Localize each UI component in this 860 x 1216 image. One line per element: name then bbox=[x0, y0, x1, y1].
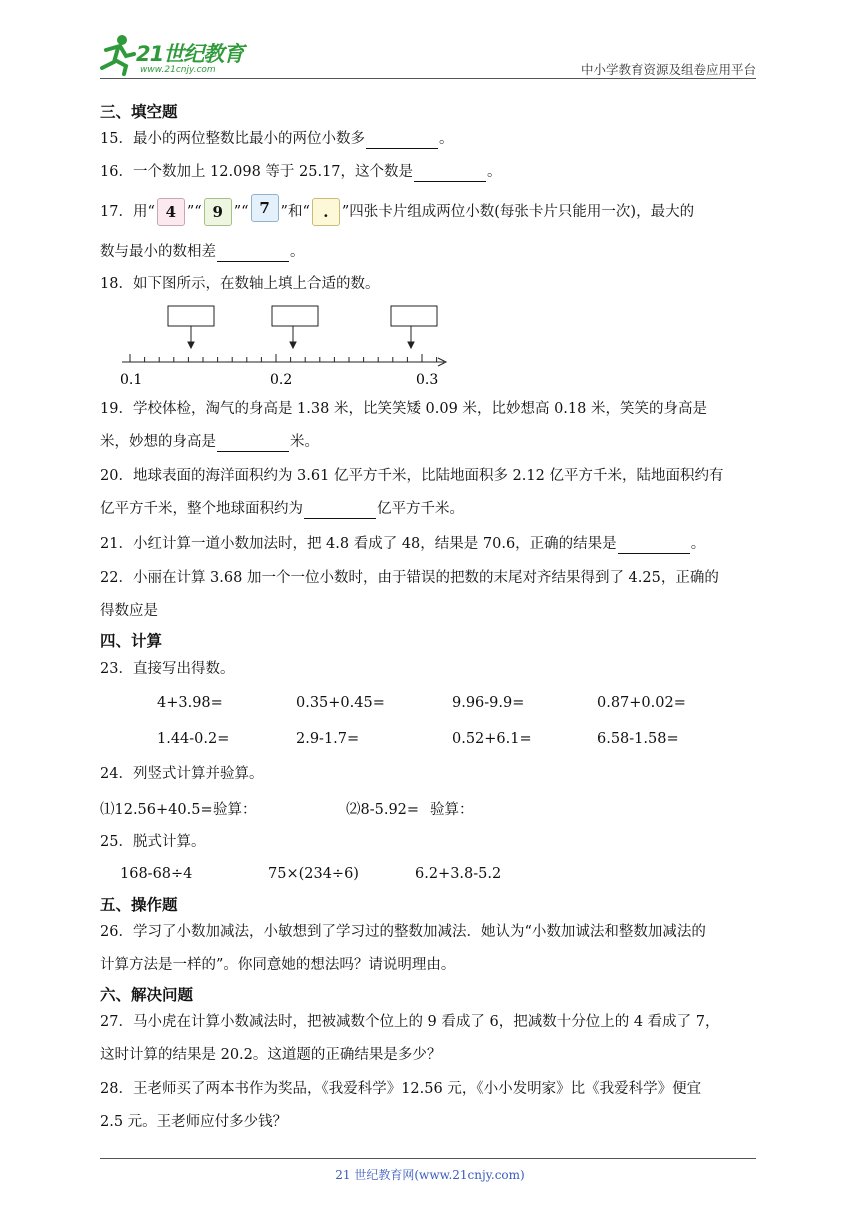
section-title-calculation: 四、计算 bbox=[100, 632, 163, 650]
question-21 bbox=[100, 534, 705, 554]
logo-main-text: 21世纪教育 bbox=[136, 42, 244, 66]
site-logo bbox=[96, 34, 266, 80]
axis bbox=[122, 358, 446, 366]
card-dot: . bbox=[312, 198, 340, 226]
question-27-line2 bbox=[100, 1045, 441, 1065]
question-27 bbox=[100, 1012, 720, 1032]
step-calc-item: 168-68÷4 bbox=[120, 866, 193, 882]
question-text: 2.5 元。王老师应付多少钱？ bbox=[100, 1114, 288, 1130]
question-text: 18．如下图所示，在数轴上填上合适的数。 bbox=[100, 276, 380, 292]
question-19-line2 bbox=[100, 432, 319, 452]
section-title-problem-solving: 六、解决问题 bbox=[100, 986, 194, 1004]
quote-sep: ”和“ bbox=[280, 204, 310, 220]
calc-item: 2.9-1.7= bbox=[296, 731, 360, 747]
question-text: ”四张卡片组成两位小数(每张卡片只能用一次)，最大的 bbox=[341, 204, 695, 220]
logo-sub-text: www.21cnjy.com bbox=[140, 65, 216, 75]
question-text: 亿平方千米。 bbox=[377, 501, 464, 517]
question-28 bbox=[100, 1079, 701, 1099]
question-23 bbox=[100, 659, 234, 679]
question-text: 米。 bbox=[290, 434, 319, 450]
axis-ticks bbox=[130, 354, 437, 362]
answer-blank[interactable] bbox=[366, 132, 438, 149]
vertical-calc-2: ⑵8-5.92= bbox=[346, 802, 420, 818]
number-line-figure bbox=[116, 300, 456, 392]
question-16 bbox=[100, 162, 502, 182]
question-17-line2 bbox=[100, 242, 305, 262]
question-text: 15．最小的两位整数比最小的两位小数多 bbox=[100, 131, 365, 147]
question-text: 这时计算的结果是 20.2。这道题的正确结果是多少？ bbox=[100, 1047, 442, 1063]
question-text: 20．地球表面的海洋面积约为 3.61 亿平方千米，比陆地面积多 2.12 亿平方千米，陆地面积约有 bbox=[100, 468, 724, 484]
calc-item: 0.52+6.1= bbox=[452, 731, 532, 747]
question-text: 得数应是 bbox=[100, 603, 158, 619]
calc-item: 4+3.98= bbox=[157, 695, 223, 711]
question-text: 17．用“ bbox=[100, 204, 155, 220]
card-9: 9 bbox=[204, 198, 232, 226]
question-26 bbox=[100, 922, 706, 942]
answer-blank[interactable] bbox=[618, 537, 690, 554]
question-22-line2 bbox=[100, 601, 158, 621]
card-7: 7 bbox=[251, 194, 279, 222]
question-17 bbox=[100, 198, 694, 226]
section-title-fill-blank: 三、填空题 bbox=[100, 103, 178, 121]
header-rule bbox=[100, 78, 756, 79]
header-platform-text: 中小学教育资源及组卷应用平台 bbox=[580, 62, 756, 77]
answer-blank[interactable] bbox=[217, 245, 289, 262]
answer-blank[interactable] bbox=[414, 165, 486, 182]
punct: 。 bbox=[438, 131, 454, 147]
question-text: 24．列竖式计算并验算。 bbox=[100, 766, 264, 782]
label-0-2: 0.2 bbox=[270, 372, 293, 388]
footer-rule bbox=[100, 1158, 756, 1159]
answer-blank[interactable] bbox=[304, 502, 376, 519]
calc-item: 0.35+0.45= bbox=[296, 695, 385, 711]
question-19 bbox=[100, 399, 707, 419]
step-calc-item: 6.2+3.8-5.2 bbox=[415, 866, 502, 882]
question-text: 米，妙想的身高是 bbox=[100, 434, 216, 450]
question-22 bbox=[100, 568, 719, 588]
check-label-2: 验算： bbox=[430, 802, 474, 818]
punct: 。 bbox=[487, 164, 502, 180]
question-20-line2 bbox=[100, 499, 464, 519]
calc-item: 0.87+0.02= bbox=[597, 695, 686, 711]
question-text: 计算方法是一样的”。你同意她的想法吗？请说明理由。 bbox=[100, 957, 456, 973]
quote-sep: ”“ bbox=[186, 204, 202, 220]
question-text: 19．学校体检，淘气的身高是 1.38 米，比笑笑矮 0.09 米，比妙想高 0.18 米，笑笑的身高是 bbox=[100, 401, 707, 417]
calc-item: 1.44-0.2= bbox=[157, 731, 230, 747]
answer-box-1[interactable] bbox=[168, 306, 214, 326]
quote-sep: ”“ bbox=[233, 204, 249, 220]
question-20 bbox=[100, 466, 723, 486]
question-text: 26．学习了小数加减法，小敏想到了学习过的整数加减法．她认为“小数加诚法和整数加减法的 bbox=[100, 924, 706, 940]
calc-item: 9.96-9.9= bbox=[452, 695, 525, 711]
pointer-arrows bbox=[188, 326, 414, 348]
footer-text: 21 世纪教育网(www.21cnjy.com) bbox=[335, 1168, 525, 1182]
calc-item: 6.58-1.58= bbox=[597, 731, 679, 747]
answer-blank[interactable] bbox=[217, 435, 289, 452]
question-28-line2 bbox=[100, 1112, 287, 1132]
step-calc-item: 75×(234÷6) bbox=[268, 866, 359, 882]
punct: 。 bbox=[290, 244, 305, 260]
question-text: 16．一个数加上 12.098 等于 25.17，这个数是 bbox=[100, 164, 414, 180]
label-0-1: 0.1 bbox=[120, 372, 143, 388]
question-18 bbox=[100, 274, 379, 294]
question-text: 23．直接写出得数。 bbox=[100, 661, 235, 677]
answer-box-2[interactable] bbox=[272, 306, 318, 326]
section-title-operation: 五、操作题 bbox=[100, 896, 178, 914]
question-text: 27．马小虎在计算小数减法时，把被减数个位上的 9 看成了 6，把减数十分位上的 4 看成了 7， bbox=[100, 1014, 720, 1030]
card-4: 4 bbox=[157, 198, 185, 226]
question-25 bbox=[100, 832, 205, 852]
question-24 bbox=[100, 764, 263, 784]
question-26-line2 bbox=[100, 955, 455, 975]
question-15 bbox=[100, 129, 453, 149]
runner-logo-icon bbox=[96, 34, 136, 76]
question-text: 22．小丽在计算 3.68 加一个一位小数时，由于错误的把数的末尾对齐结果得到了 4.25，正确的 bbox=[100, 570, 719, 586]
punct: 。 bbox=[690, 536, 706, 552]
question-text: 亿平方千米，整个地球面积约为 bbox=[100, 501, 303, 517]
question-text: 21．小红计算一道小数加法时，把 4.8 看成了 48，结果是 70.6，正确的结果是 bbox=[100, 536, 617, 552]
question-text: 数与最小的数相差 bbox=[100, 244, 216, 260]
vertical-calc-1: ⑴12.56+40.5= bbox=[100, 802, 213, 818]
answer-box-3[interactable] bbox=[391, 306, 437, 326]
question-text: 25．脱式计算。 bbox=[100, 834, 206, 850]
label-0-3: 0.3 bbox=[416, 372, 439, 388]
check-label-1: 验算： bbox=[213, 802, 257, 818]
question-text: 28．王老师买了两本书作为奖品，《我爱科学》12.56 元，《小小发明家》比《我爱科学》便宜 bbox=[100, 1081, 702, 1097]
